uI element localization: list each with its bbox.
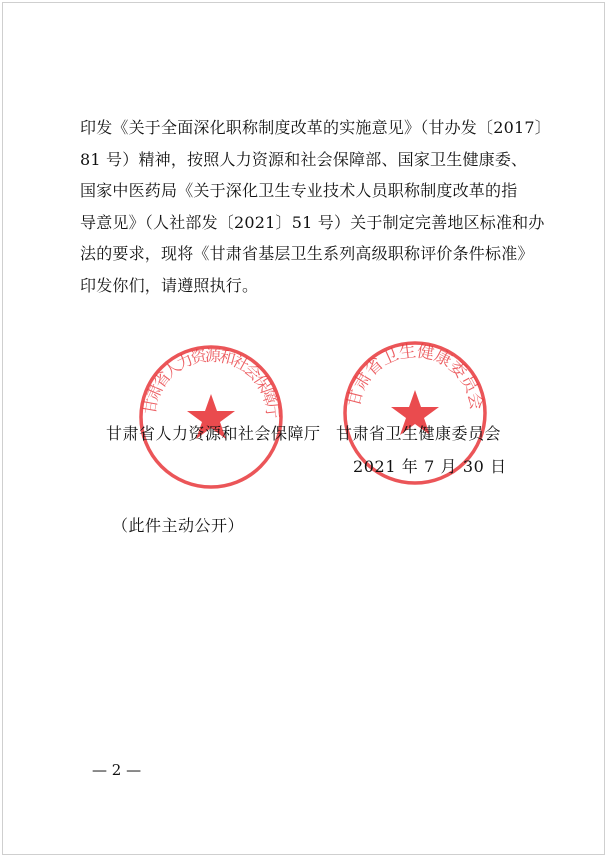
paragraph-line: 印发《关于全面深化职称制度改革的实施意见》（甘办发〔2017〕 <box>80 118 551 137</box>
issuer-right: 甘肃省卫生健康委员会 <box>336 424 502 443</box>
seal-left <box>136 342 286 492</box>
issuer-left: 甘肃省人力资源和社会保障厅 <box>106 424 321 443</box>
public-note: （此件主动公开） <box>112 516 245 535</box>
body-paragraph <box>80 112 551 302</box>
seal-left-graphic <box>136 342 286 492</box>
issue-date: 2021 年 7 月 30 日 <box>353 457 507 476</box>
seal-right-text: 甘肃省卫生健康委员会 <box>344 341 487 412</box>
paragraph-line: 导意见》（人社部发〔2021〕51 号）关于制定完善地区标准和办 <box>80 212 545 232</box>
paragraph-line: 法的要求，现将《甘肃省基层卫生系列高级职称评价条件标准》 <box>80 244 534 264</box>
paragraph-line: 国家中医药局《关于深化卫生专业技术人员职称制度改革的指 <box>80 181 518 201</box>
page-number: — 2 — <box>92 761 142 779</box>
paragraph-line: 印发你们，请遵照执行。 <box>80 275 259 295</box>
seal-left-text: 甘肃省人力资源和社会保障厅 <box>139 345 283 420</box>
paragraph-line: 81 号）精神，按照人力资源和社会保障部、国家卫生健康委、 <box>80 149 528 169</box>
